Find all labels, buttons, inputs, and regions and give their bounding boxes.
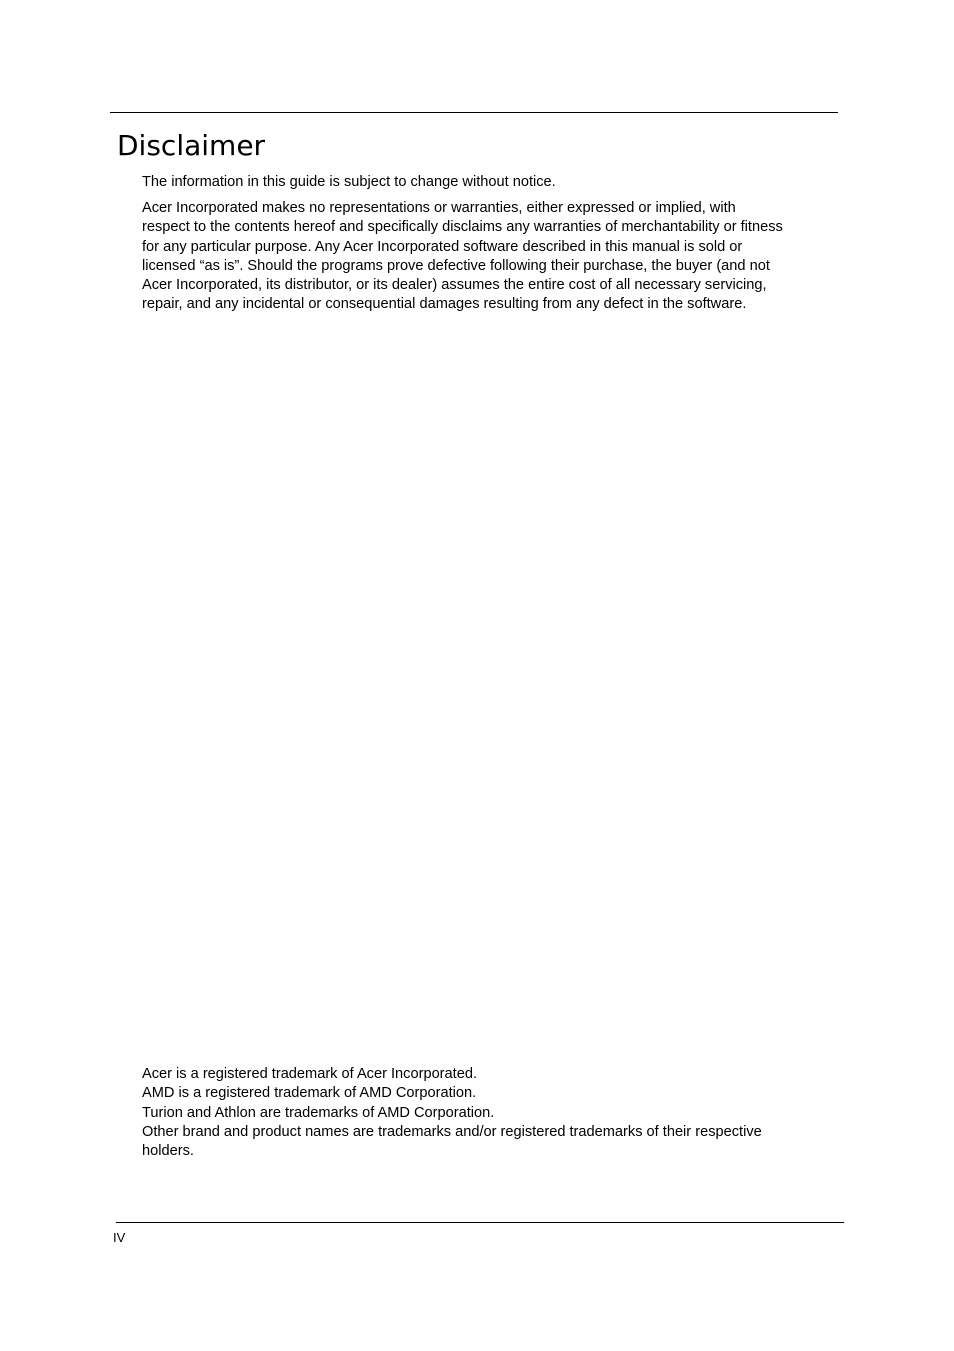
page-number: IV — [113, 1230, 126, 1245]
paragraph-line: licensed “as is”. Should the programs prove defective following their purchase, the buyer (and not — [142, 257, 770, 274]
paragraph-line: repair, and any incidental or consequential damages resulting from any defect in the software. — [142, 296, 747, 313]
trademark-notices — [142, 1065, 842, 1161]
paragraph-line: Acer Incorporated, its distributor, or its dealer) assumes the entire cost of all necessary servicing, — [142, 277, 767, 294]
trademark-line: Turion and Athlon are trademarks of AMD Corporation. — [142, 1104, 495, 1121]
trademark-line: AMD is a registered trademark of AMD Corporation. — [142, 1085, 477, 1102]
trademark-line: Other brand and product names are trademarks and/or registered trademarks of their respective — [142, 1123, 762, 1140]
paragraph-line: Acer Incorporated makes no representations or warranties, either expressed or implied, with — [142, 200, 736, 216]
header-rule — [110, 112, 838, 113]
paragraph-line: for any particular purpose. Any Acer Incorporated software described in this manual is sold or — [142, 238, 743, 255]
warranty-disclaimer-paragraph — [142, 199, 842, 315]
paragraph-line: respect to the contents hereof and specifically disclaims any warranties of merchantability or fitness — [142, 219, 783, 236]
trademark-line: Acer is a registered trademark of Acer Incorporated. — [142, 1066, 478, 1082]
footer-rule — [116, 1222, 844, 1223]
trademark-line: holders. — [142, 1143, 194, 1160]
change-notice-paragraph: The information in this guide is subject to change without notice. — [142, 174, 556, 190]
page-title: Disclaimer — [117, 129, 266, 162]
